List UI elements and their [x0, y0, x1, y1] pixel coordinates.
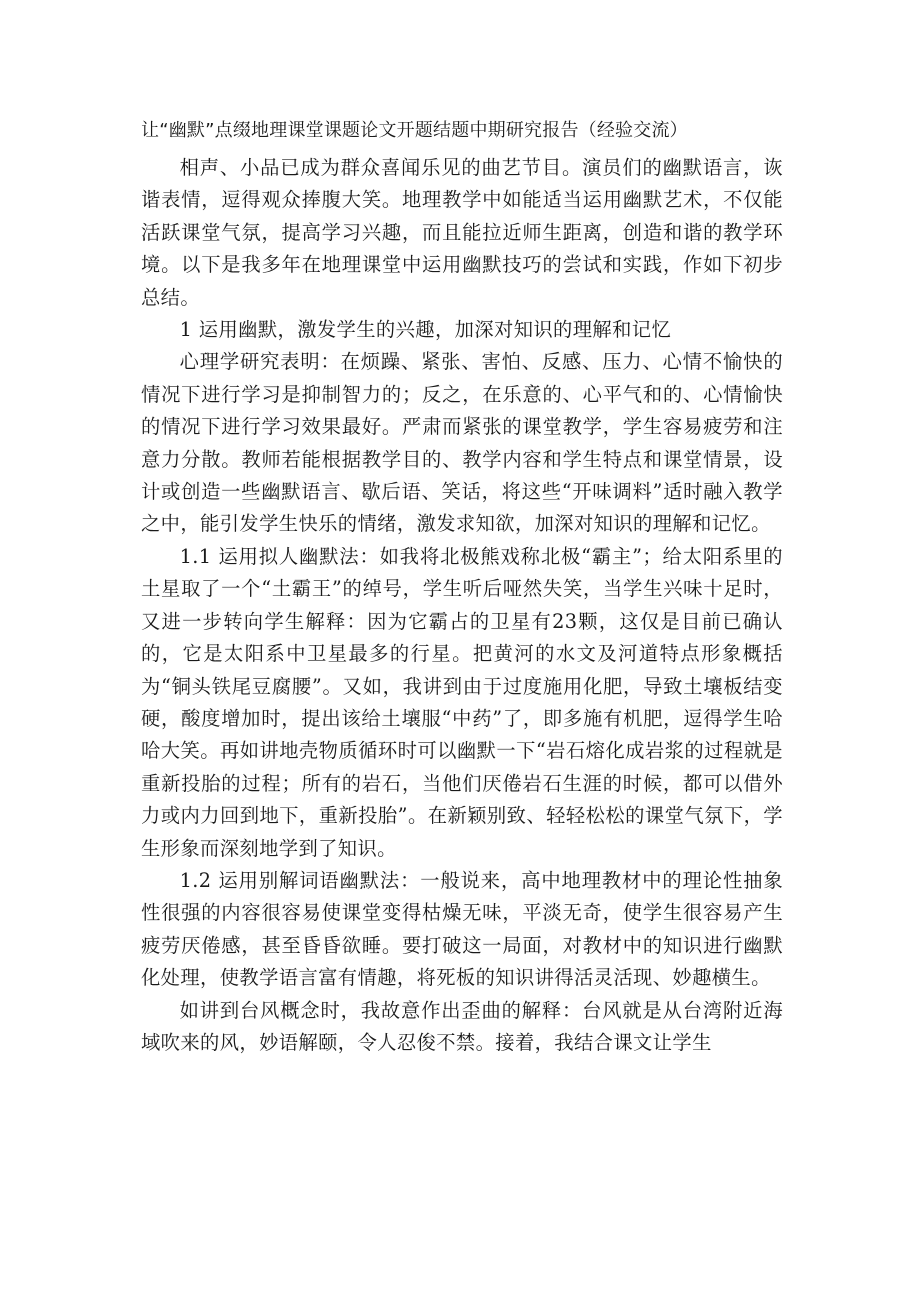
paragraph-psychology: 心理学研究表明：在烦躁、紧张、害怕、反感、压力、心情不愉快的情况下进行学习是抑制智力的；反之，在乐意的、心平气和的、心情愉快的情况下进行学习效果最好。严肃而紧张的课堂教学，学生容易疲劳和注意力分散。教师若能根据教学目的、教学内容和学生特点和课堂情景，设计或创造一些幽默语言、歇后语、笑话，将这些“开味调料”适时融入教学之中，能引发学生快乐的情绪，激发求知欲，加深对知识的理解和记忆。 [141, 350, 783, 536]
paragraph-typhoon: 如讲到台风概念时，我故意作出歪曲的解释：台风就是从台湾附近海域吹来的风，妙语解颐，令人忍俊不禁。接着，我结合课文让学生 [141, 998, 783, 1054]
paragraph-section-1-1: 1.1 运用拟人幽默法：如我将北极熊戏称北极“霸主”；给太阳系里的土星取了一个“土霸王”的绰号，学生听后哑然失笑，当学生兴味十足时，又进一步转向学生解释：因为它霸占的卫星有23颗，这仅是目前已确认的，它是太阳系中卫星最多的行星。把黄河的水文及河道特点形象概括为“铜头铁尾豆腐腰”。又如，我讲到由于过度施用化肥，导致土壤板结变硬，酸度增加时，提出该给土壤服“中药”了，即多施有机肥，逗得学生哈哈大笑。再如讲地壳物质循环时可以幽默一下“岩石熔化成岩浆的过程就是重新投胎的过程；所有的岩石，当他们厌倦岩石生涯的时候，都可以借外力或内力回到地下，重新投胎”。在新颖别致、轻轻松松的课堂气氛下，学生形象而深刻地学到了知识。 [141, 544, 783, 860]
section-heading-1: 1 运用幽默，激发学生的兴趣，加深对知识的理解和记忆 [179, 318, 672, 342]
document-page [141, 116, 783, 1059]
paragraph-section-1-2: 1.2 运用别解词语幽默法：一般说来，高中地理教材中的理论性抽象性很强的内容很容易使课堂变得枯燥无味，平淡无奇，使学生很容易产生疲劳厌倦感，甚至昏昏欲睡。要打破这一局面，对教材中的知识进行幽默化处理，使教学语言富有情趣，将死板的知识讲得活灵活现、妙趣横生。 [141, 868, 783, 990]
document-title: 让“幽默”点缀地理课堂课题论文开题结题中期研究报告（经验交流） [141, 120, 688, 141]
paragraph-intro: 相声、小品已成为群众喜闻乐见的曲艺节目。演员们的幽默语言，诙谐表情，逗得观众捧腹大笑。地理教学中如能适当运用幽默艺术，不仅能活跃课堂气氛，提高学习兴趣，而且能拉近师生距离，创造和谐的教学环境。以下是我多年在地理课堂中运用幽默技巧的尝试和实践，作如下初步总结。 [141, 156, 783, 309]
